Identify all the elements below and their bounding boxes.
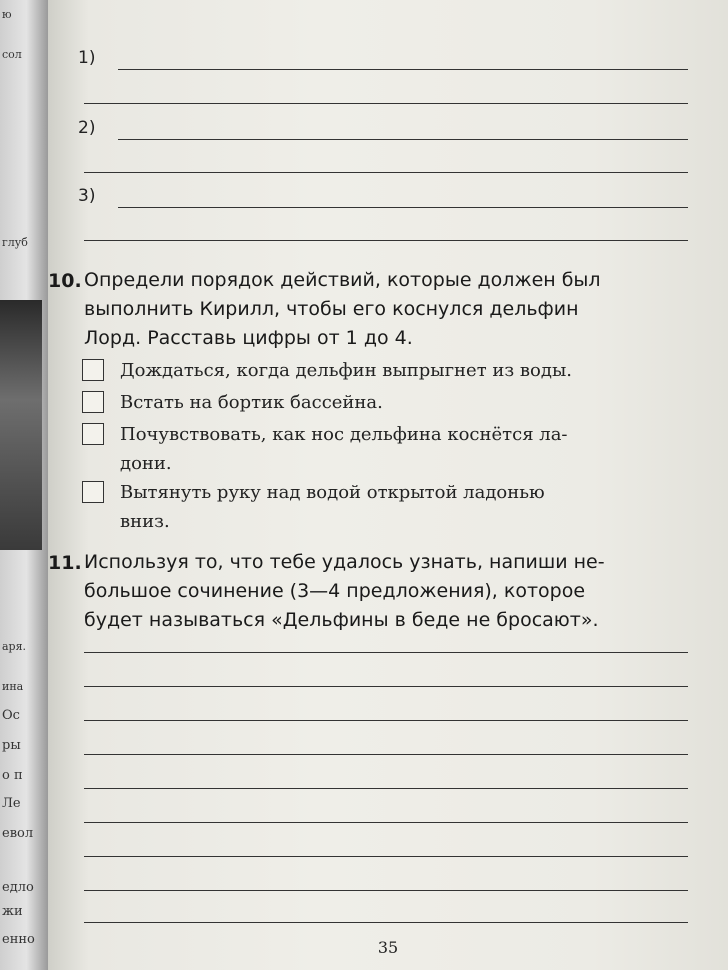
- left-fragment: жи: [2, 904, 23, 919]
- task-text-line: Определи порядок действий, которые должен был: [84, 269, 601, 291]
- adjacent-page-photo: [0, 300, 42, 550]
- task-text-line: выполнить Кирилл, чтобы его коснулся дельфин: [84, 298, 579, 320]
- left-fragment: сол: [2, 48, 22, 61]
- left-fragment: ры: [2, 738, 21, 753]
- adjacent-page-strip: [0, 0, 48, 970]
- option-text-line: Почувствовать, как нос дельфина коснётся ла-: [120, 424, 568, 445]
- option-text: Встать на бортик бассейна.: [120, 392, 383, 413]
- option-text: Дождаться, когда дельфин выпрыгнет из воды.: [120, 360, 573, 381]
- task-number: 11.: [48, 552, 82, 574]
- task-10-option-4: [82, 478, 684, 538]
- task-10-text: [84, 266, 684, 353]
- essay-line[interactable]: [84, 686, 688, 687]
- option-text-line: дони.: [120, 453, 172, 474]
- answer-line[interactable]: [118, 139, 688, 140]
- option-text: [120, 478, 684, 536]
- option-text-line: Вытянуть руку над водой открытой ладонью: [120, 482, 545, 503]
- task-11-text: [84, 548, 684, 635]
- task-10-option-3: [82, 420, 684, 480]
- answer-line-continuation[interactable]: [84, 172, 688, 173]
- answer-number: 3): [78, 186, 96, 206]
- task-11: [48, 548, 684, 638]
- task-number: 10.: [48, 270, 82, 292]
- order-number-box[interactable]: [82, 391, 104, 413]
- left-fragment: едло: [2, 880, 34, 895]
- task-text-line: Используя то, что тебе удалось узнать, напиши не-: [84, 551, 605, 573]
- answer-number: 1): [78, 48, 96, 68]
- essay-line[interactable]: [84, 720, 688, 721]
- order-number-box[interactable]: [82, 359, 104, 381]
- left-fragment: ю: [2, 8, 12, 21]
- left-fragment: аря.: [2, 640, 27, 653]
- answer-line-continuation[interactable]: [84, 103, 688, 104]
- order-number-box[interactable]: [82, 481, 104, 503]
- left-fragment: о п: [2, 768, 23, 783]
- answer-line[interactable]: [118, 69, 688, 70]
- essay-line[interactable]: [84, 890, 688, 891]
- task-10-option-1: [82, 356, 684, 386]
- answer-row-1: [78, 48, 688, 70]
- essay-line[interactable]: [84, 822, 688, 823]
- task-text-line: Лорд. Расставь цифры от 1 до 4.: [84, 327, 413, 349]
- task-text-line: будет называться «Дельфины в беде не бросают».: [84, 609, 599, 631]
- task-10: [48, 266, 684, 356]
- option-text: [120, 420, 684, 478]
- order-number-box[interactable]: [82, 423, 104, 445]
- left-fragment: енно: [2, 932, 35, 947]
- left-fragment: ина: [2, 680, 24, 693]
- answer-line-continuation[interactable]: [84, 240, 688, 241]
- option-text-line: вниз.: [120, 511, 170, 532]
- left-fragment: Ле: [2, 796, 21, 811]
- essay-line[interactable]: [84, 922, 688, 923]
- essay-line[interactable]: [84, 652, 688, 653]
- workbook-page: [48, 0, 728, 970]
- left-fragment: глуб: [2, 236, 28, 249]
- left-fragment: Ос: [2, 708, 20, 723]
- left-fragment: евол: [2, 826, 34, 841]
- essay-line[interactable]: [84, 788, 688, 789]
- answer-row-2: [78, 118, 688, 140]
- essay-line[interactable]: [84, 856, 688, 857]
- essay-line[interactable]: [84, 754, 688, 755]
- answer-line[interactable]: [118, 207, 688, 208]
- task-text-line: большое сочинение (3—4 предложения), которое: [84, 580, 586, 602]
- page-number: 35: [377, 938, 399, 957]
- answer-row-3: [78, 186, 688, 208]
- task-10-option-2: [82, 388, 684, 418]
- answer-number: 2): [78, 118, 96, 138]
